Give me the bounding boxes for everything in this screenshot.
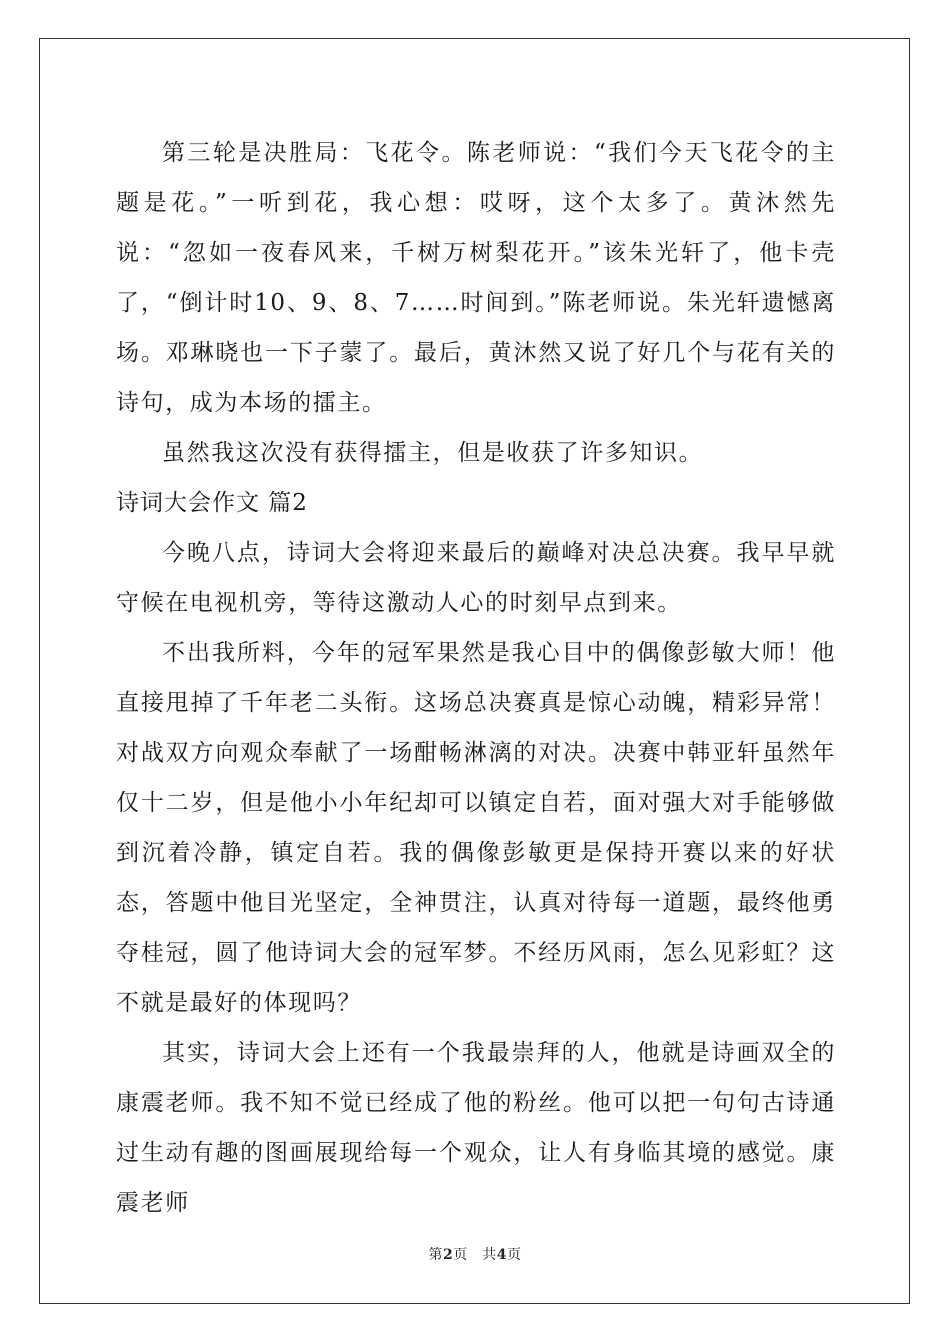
- footer-page-prefix: 第: [428, 1247, 443, 1263]
- footer-page-current: 2: [443, 1247, 454, 1263]
- paragraph: 不出我所料，今年的冠军果然是我心目中的偶像彭敏大师！他直接甩掉了千年老二头衔。这场总决赛真是惊心动魄，精彩异常！对战双方向观众奉献了一场酣畅淋漓的对决。决赛中韩亚轩虽然年仅十二岁，但是他小小年纪却可以镇定自若，面对强大对手能够做到沉着冷静，镇定自若。我的偶像彭敏更是保持开赛以来的好状态，答题中他目光坚定，全神贯注，认真对待每一道题，最终他勇夺桂冠，圆了他诗词大会的冠军梦。不经历风雨，怎么见彩虹？这不就是最好的体现吗？: [116, 640, 836, 1016]
- paragraph: 第三轮是决胜局：飞花令。陈老师说：“我们今天飞花令的主题是花。”一听到花，我心想：哎呀，这个太多了。黄沐然先说：“忽如一夜春风来，千树万树梨花开。”该朱光轩了，他卡壳了，“倒计时10、9、8、7……时间到。”陈老师说。朱光轩遗憾离场。邓琳晓也一下子蒙了。最后，黄沐然又说了好几个与花有关的诗句，成为本场的擂主。: [116, 140, 836, 416]
- footer-page-mid: 页 共: [453, 1247, 497, 1263]
- section-heading: 诗词大会作文 篇2: [116, 490, 308, 516]
- paragraph: 今晚八点，诗词大会将迎来最后的巅峰对决总决赛。我早早就守候在电视机旁，等待这激动人心的时刻早点到来。: [116, 540, 836, 616]
- footer-page-suffix: 页: [507, 1247, 522, 1263]
- paragraph: 其实，诗词大会上还有一个我最崇拜的人，他就是诗画双全的康震老师。我不知不觉已经成了他的粉丝。他可以把一句句古诗通过生动有趣的图画展现给每一个观众，让人有身临其境的感觉。康震老师: [116, 1040, 836, 1216]
- paragraph: 虽然我这次没有获得擂主，但是收获了许多知识。: [162, 440, 704, 466]
- page-footer: [0, 1244, 950, 1264]
- footer-page-total: 4: [496, 1247, 507, 1263]
- document-body: [116, 128, 836, 1228]
